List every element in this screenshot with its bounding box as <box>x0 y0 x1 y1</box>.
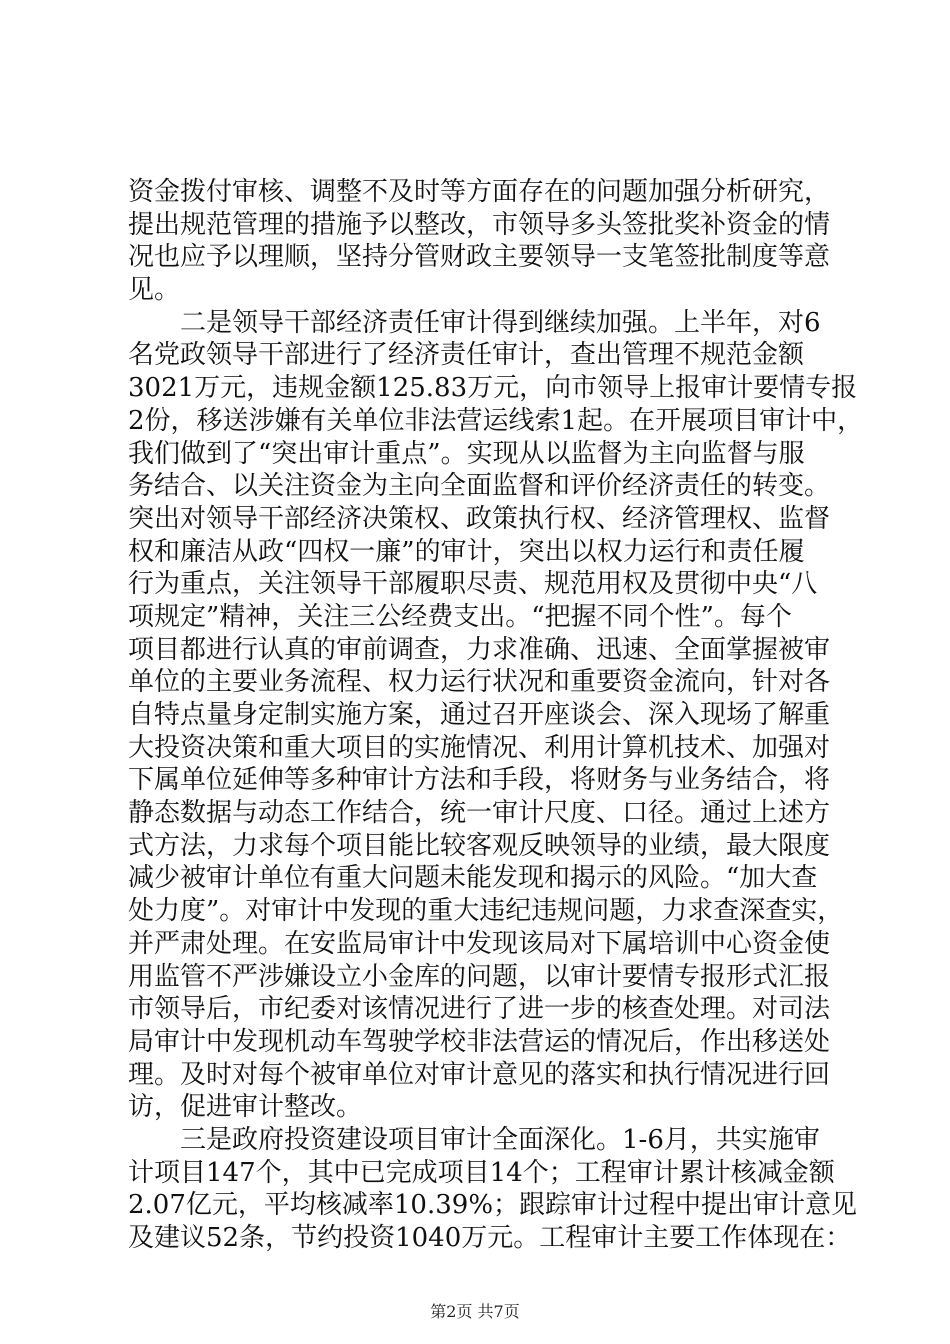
text-line: 行为重点，关注领导干部履职尽责、规范用权及贯彻中央“八 <box>128 569 818 600</box>
text-line: 务结合、以关注资金为主向全面监督和评价经济责任的转变。 <box>128 471 831 502</box>
text-line: 局审计中发现机动车驾驶学校非法营运的情况后，作出移送处 <box>128 1026 831 1057</box>
text-line: 用监管不严涉嫌设立小金库的问题，以审计要情专报形式汇报 <box>128 961 831 992</box>
text-line: 处力度”。对审计中发现的重大违纪违规问题，力求查深查实， <box>128 896 844 927</box>
text-line: 理。及时对每个被审单位对审计意见的落实和执行情况进行回 <box>128 1059 831 1090</box>
text-line: 访，促进审计整改。 <box>128 1092 363 1123</box>
text-line: 自特点量身定制实施方案，通过召开座谈会、深入现场了解重 <box>128 700 831 730</box>
text-line: 二是领导干部经济责任审计得到继续加强。上半年，对6 <box>180 307 821 338</box>
text-line: 权和廉洁从政“四权一廉”的审计，突出以权力运行和责任履 <box>128 536 805 567</box>
text-line: 突出对领导干部经济决策权、政策执行权、经济管理权、监督 <box>128 503 831 534</box>
text-line: 及建议52条，节约投资1040万元。工程审计主要工作体现在： <box>128 1223 852 1253</box>
text-line: 名党政领导干部进行了经济责任审计，查出管理不规范金额 <box>128 340 805 371</box>
text-line: 提出规范管理的措施予以整改，市领导多头签批奖补资金的情 <box>128 209 831 240</box>
text-line: 下属单位延伸等多种审计方法和手段，将财务与业务结合，将 <box>128 765 831 796</box>
text-line: 单位的主要业务流程、权力运行状况和重要资金流向，针对各 <box>128 667 831 698</box>
text-line: 减少被审计单位有重大问题未能发现和揭示的风险。“加大查 <box>128 863 818 894</box>
text-line: 2.07亿元，平均核减率10.39%；跟踪审计过程中提出审计意见 <box>128 1190 858 1221</box>
text-line: 三是政府投资建设项目审计全面深化。1-6月，共实施审 <box>180 1124 820 1155</box>
text-line: 并严肃处理。在安监局审计中发现该局对下属培训中心资金使 <box>128 928 831 959</box>
page-footer: 第2页 共7页 <box>430 1302 520 1321</box>
text-line: 我们做到了“突出审计重点”。实现从以监督为主向监督与服 <box>128 438 805 469</box>
text-line: 项目都进行认真的审前调查，力求准确、迅速、全面掌握被审 <box>128 634 831 665</box>
text-line: 计项目147个，其中已完成项目14个；工程审计累计核减金额 <box>128 1157 835 1188</box>
text-line: 见。 <box>128 275 181 306</box>
text-line: 静态数据与动态工作结合，统一审计尺度、口径。通过上述方 <box>128 798 831 829</box>
text-line: 市领导后，市纪委对该情况进行了进一步的核查处理。对司法 <box>128 994 831 1025</box>
text-line: 3021万元，违规金额125.83万元，向市领导上报审计要情专报 <box>128 373 858 404</box>
text-line: 资金拨付审核、调整不及时等方面存在的问题加强分析研究， <box>128 177 831 207</box>
text-line: 况也应予以理顺，坚持分管财政主要领导一支笔签批制度等意 <box>128 242 831 273</box>
text-line: 式方法，力求每个项目能比较客观反映领导的业绩，最大限度 <box>128 830 831 861</box>
text-line: 大投资决策和重大项目的实施情况、利用计算机技术、加强对 <box>128 732 831 763</box>
document-body <box>128 176 864 1255</box>
text-line: 2份，移送涉嫌有关单位非法营运线索1起。在开展项目审计中， <box>128 405 864 436</box>
text-line: 项规定”精神，关注三公经费支出。“把握不同个性”。每个 <box>128 601 792 632</box>
